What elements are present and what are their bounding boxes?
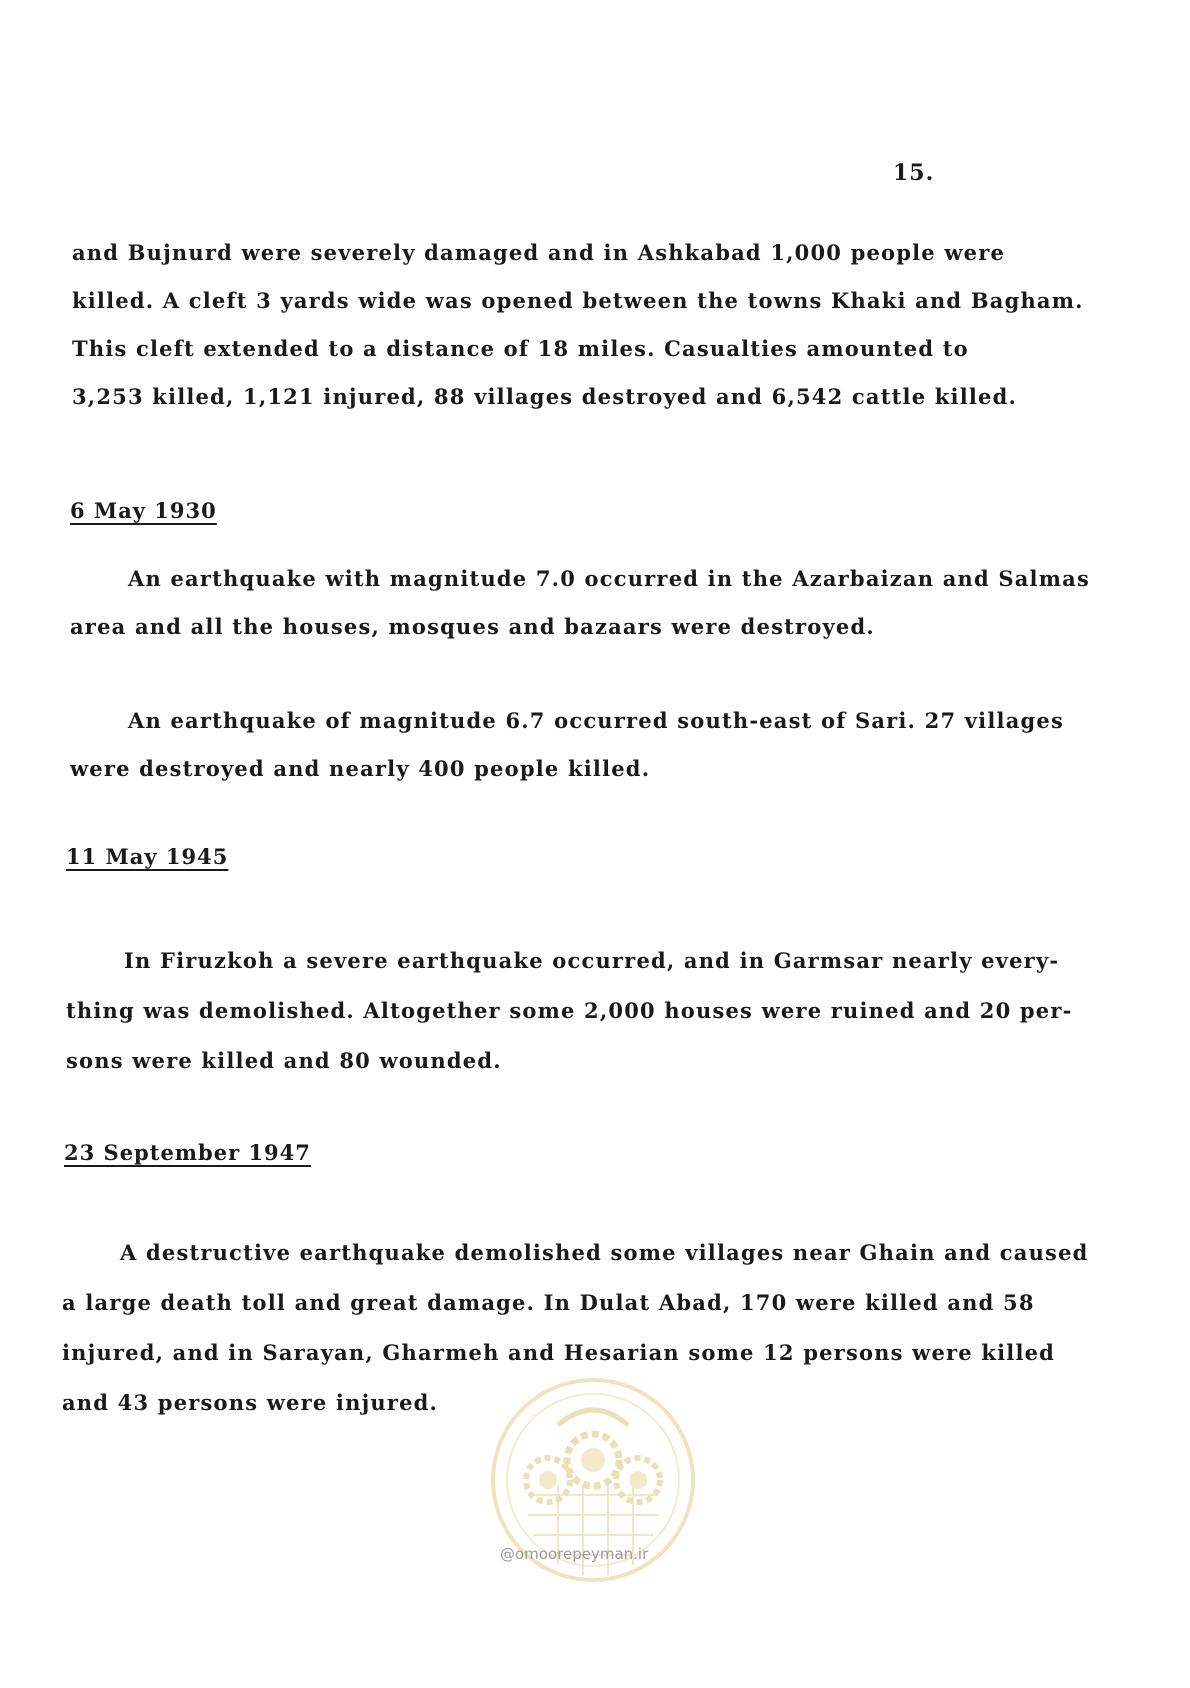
page-number: 15. xyxy=(893,160,935,186)
section-heading: 6 May 1930 xyxy=(70,498,217,523)
text-line: This cleft extended to a distance of 18 miles. Casualties amounted to xyxy=(72,336,969,361)
text-line: injured, and in Sarayan, Gharmeh and Hesarian some 12 persons were killed xyxy=(62,1340,1056,1365)
text-line: An earthquake of magnitude 6.7 occurred south-east of Sari. 27 villages xyxy=(128,708,1064,733)
text-line: 3,253 killed, 1,121 injured, 88 villages destroyed and 6,542 cattle killed. xyxy=(72,384,1018,409)
text-line: thing was demolished. Altogether some 2,000 houses were ruined and 20 per- xyxy=(66,998,1073,1023)
text-line: and 43 persons were injured. xyxy=(62,1390,439,1415)
text-line: In Firuzkoh a severe earthquake occurred, and in Garmsar nearly every- xyxy=(124,948,1060,973)
section-heading: 11 May 1945 xyxy=(66,844,229,869)
text-line: A destructive earthquake demolished some villages near Ghain and caused xyxy=(120,1240,1089,1265)
watermark-site: @omoorepeyman.ir xyxy=(500,1545,649,1563)
text-line: a large death toll and great damage. In Dulat Abad, 170 were killed and 58 xyxy=(62,1290,1035,1315)
text-line: An earthquake with magnitude 7.0 occurred in the Azarbaizan and Salmas xyxy=(128,566,1090,591)
text-line: area and all the houses, mosques and bazaars were destroyed. xyxy=(70,614,875,639)
text-line: and Bujnurd were severely damaged and in Ashkabad 1,000 people were xyxy=(72,240,1006,265)
text-line: were destroyed and nearly 400 people killed. xyxy=(70,756,651,781)
text-line: killed. A cleft 3 yards wide was opened between the towns Khaki and Bagham. xyxy=(72,288,1084,313)
text-line: sons were killed and 80 wounded. xyxy=(66,1048,502,1073)
section-heading: 23 September 1947 xyxy=(64,1140,311,1165)
